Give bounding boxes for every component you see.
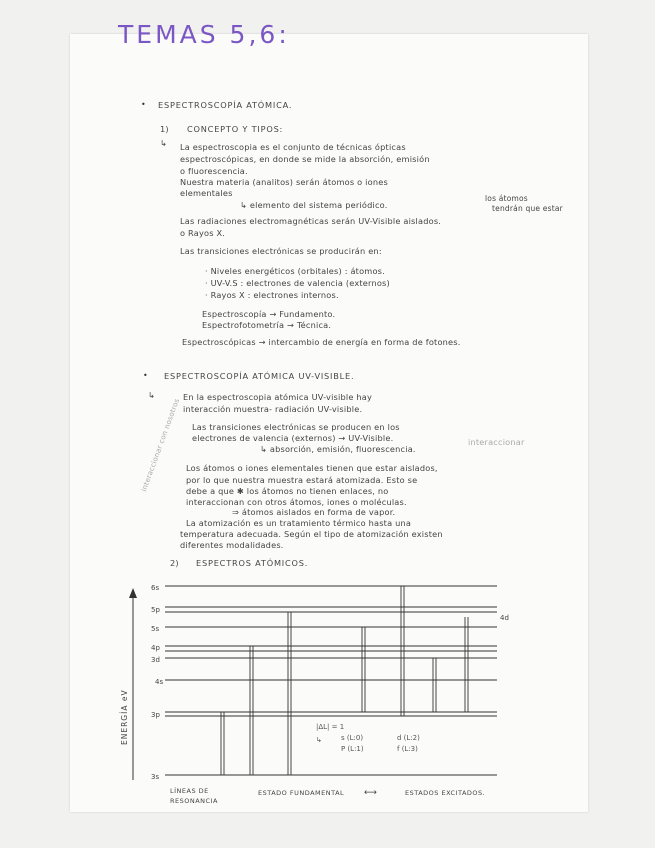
bullet: • — [143, 371, 148, 380]
rule-text: d (L:2) — [397, 734, 420, 742]
level-label: 5p — [151, 606, 160, 614]
paragraph-line: Nuestra materia (analitos) serán átomos o iones — [180, 177, 388, 187]
paragraph-line: ↳ absorción, emisión, fluorescencia. — [260, 444, 416, 454]
arrow-glyph: ↳ — [160, 138, 168, 148]
rule-text: P (L:1) — [341, 745, 364, 753]
paragraph-line: ⇒ átomos aislados en forma de vapor. — [232, 507, 396, 517]
paragraph-line: temperatura adecuada. Según el tipo de atomización existen — [180, 529, 443, 539]
list-item: · Rayos X : electrones internos. — [205, 290, 339, 300]
bullet: • — [141, 100, 146, 109]
definition-line: Espectrofotometría → Técnica. — [202, 320, 332, 330]
bottom-label: ESTADOS EXCITADOS. — [405, 789, 486, 797]
level-label: 5s — [151, 625, 160, 633]
y-axis-arrowhead — [129, 588, 137, 598]
level-label: 3s — [151, 773, 160, 781]
annotation: tendrán que estar — [492, 204, 563, 213]
definition-line: Espectroscopía → Fundamento. — [202, 309, 336, 319]
sub1-marker: 1) — [160, 124, 169, 134]
sub2-marker: 2) — [170, 558, 179, 568]
level-label: 4p — [151, 644, 160, 652]
bottom-label: RESONANCIA — [170, 797, 218, 805]
section1-heading: ESPECTROSCOPÍA ATÓMICA. — [158, 100, 293, 110]
rule-text: |ΔL| = 1 — [316, 723, 345, 731]
bottom-label: LÍNEAS DE — [170, 787, 209, 795]
annotation: los átomos — [485, 194, 528, 203]
sub1-heading: CONCEPTO Y TIPOS: — [187, 124, 284, 134]
paragraph-line: elementales — [180, 188, 233, 198]
paragraph-line: o Rayos X. — [180, 228, 226, 238]
level-label: 3p — [151, 711, 160, 719]
paragraph-line: diferentes modalidades. — [180, 540, 284, 550]
paragraph-line: interaccionan con otros átomos, iones o moléculas. — [186, 497, 407, 507]
rule-arrow: ↳ — [316, 736, 322, 744]
page-title: TEMAS 5,6: — [118, 20, 290, 49]
paragraph-line: ↳ elemento del sistema periódico. — [240, 200, 388, 210]
rule-text: f (L:3) — [397, 745, 418, 753]
arrow-glyph: ↳ — [148, 390, 156, 400]
paragraph-line: Las transiciones electrónicas se producirán en: — [180, 246, 382, 256]
paragraph-line: interacción muestra- radiación UV-visible. — [183, 404, 363, 414]
level-label: 4s — [155, 678, 164, 686]
bottom-label: ESTADO FUNDAMENTAL — [258, 789, 345, 797]
paragraph-line: por lo que nuestra muestra estará atomizada. Esto se — [186, 475, 418, 485]
paragraph-line: electrones de valencia (externos) → UV-Visible. — [192, 433, 394, 443]
paragraph-line: La espectroscopia es el conjunto de técnicas ópticas — [180, 142, 406, 152]
paragraph-line: Las radiaciones electromagnéticas serán UV-Visible aislados. — [180, 216, 442, 226]
paragraph-line: espectroscópicas, en donde se mide la absorción, emisión — [180, 154, 430, 164]
level-label: 3d — [151, 656, 160, 664]
faint-note: interaccionar — [468, 437, 525, 447]
sub2-heading: ESPECTROS ATÓMICOS. — [196, 558, 309, 568]
paragraph-line: En la espectroscopia atómica UV-visible hay — [183, 392, 373, 402]
rule-text: s (L:0) — [341, 734, 364, 742]
paragraph-line: La atomización es un tratamiento térmico hasta una — [186, 518, 412, 528]
y-axis-label: ENERGÍA eV — [120, 689, 129, 745]
paragraph-line: Los átomos o iones elementales tienen que estar aislados, — [186, 463, 438, 473]
bottom-arrow: ⟷ — [364, 788, 377, 798]
list-item: · Niveles energéticos (orbitales) : átomos. — [205, 266, 385, 276]
paragraph-line: Las transiciones electrónicas se producen en los — [192, 422, 400, 432]
paragraph-line: debe a que ✱ los átomos no tienen enlaces, no — [186, 486, 389, 496]
side-note: interaccionar con nosotros — [140, 397, 182, 493]
level-label: 6s — [151, 584, 160, 592]
section2-heading: ESPECTROSCOPÍA ATÓMICA UV-VISIBLE. — [164, 371, 355, 381]
paragraph-line: o fluorescencia. — [180, 166, 248, 176]
right-level-label: 4d — [500, 614, 509, 622]
definition-line: Espectroscópicas → intercambio de energía en forma de fotones. — [182, 337, 461, 347]
list-item: · UV-V.S : electrones de valencia (externos) — [205, 278, 390, 288]
